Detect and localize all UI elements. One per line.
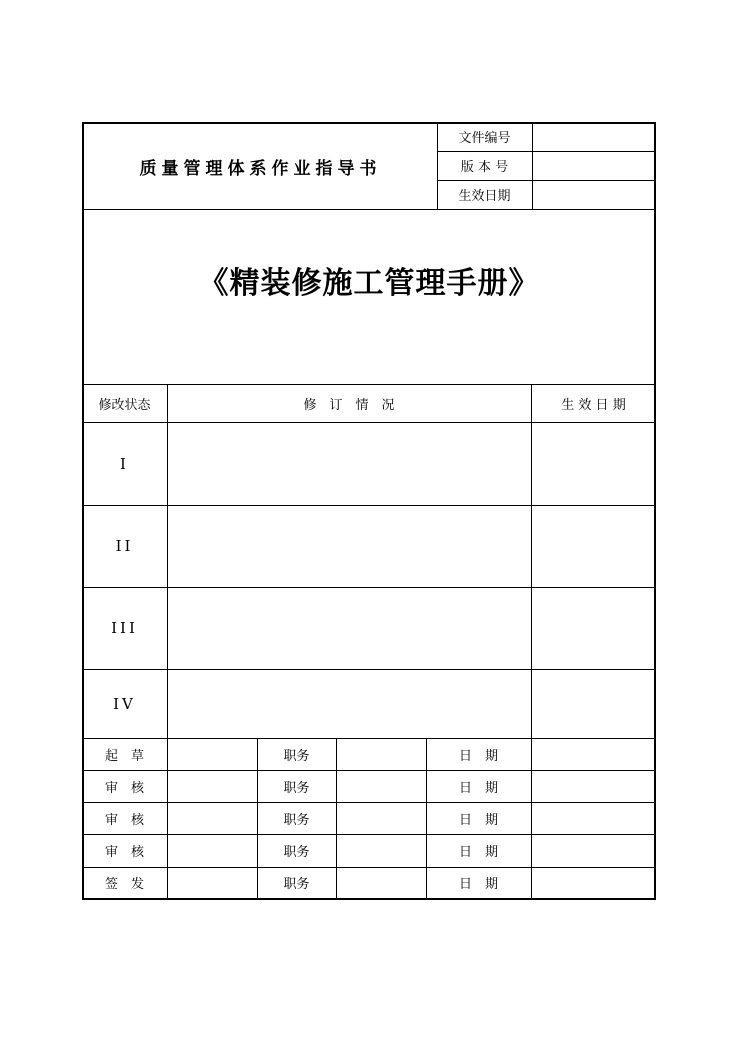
- revision-status: II: [115, 537, 134, 555]
- field-label-version: 版 本 号: [460, 160, 509, 175]
- revision-detail[interactable]: [167, 587, 531, 669]
- field-value-effective-date[interactable]: [532, 180, 656, 209]
- approval-role: 审 核: [104, 780, 144, 796]
- approval-position-label: 职务: [283, 748, 310, 764]
- approval-position[interactable]: [336, 867, 426, 898]
- document-title: 《精装修施工管理手册》: [198, 266, 540, 301]
- approval-date-label: 日 期: [458, 812, 498, 828]
- approval-date-label: 日 期: [458, 748, 498, 764]
- revision-date[interactable]: [531, 669, 656, 738]
- approval-date[interactable]: [531, 834, 656, 867]
- field-value-file-number[interactable]: [532, 122, 656, 151]
- approval-date-label: 日 期: [458, 780, 498, 796]
- approval-name[interactable]: [167, 834, 257, 867]
- approval-position-label: 职务: [283, 845, 310, 860]
- revision-date[interactable]: [531, 505, 656, 587]
- field-value-version[interactable]: [532, 151, 656, 180]
- field-label-file-number: 文件编号: [458, 131, 511, 146]
- revision-detail[interactable]: [167, 505, 531, 587]
- approval-role: 审 核: [104, 845, 144, 860]
- approval-name[interactable]: [167, 802, 257, 834]
- col-header-status: 修改状态: [98, 397, 151, 413]
- manual-series-title: 质量管理体系作业指导书: [139, 159, 382, 179]
- revision-detail[interactable]: [167, 422, 531, 505]
- revision-detail[interactable]: [167, 669, 531, 738]
- revision-date[interactable]: [531, 587, 656, 669]
- approval-date[interactable]: [531, 802, 656, 834]
- rule: [82, 209, 656, 210]
- col-header-date: 生 效 日 期: [561, 397, 626, 413]
- revision-date[interactable]: [531, 422, 656, 505]
- field-label-effective-date: 生效日期: [458, 189, 511, 204]
- approval-role: 审 核: [104, 812, 144, 828]
- approval-position-label: 职务: [283, 877, 310, 892]
- approval-position[interactable]: [336, 802, 426, 834]
- approval-position[interactable]: [336, 834, 426, 867]
- approval-position[interactable]: [336, 738, 426, 770]
- approval-role: 起 草: [104, 748, 144, 764]
- approval-date-label: 日 期: [458, 845, 498, 860]
- approval-name[interactable]: [167, 867, 257, 898]
- approval-position-label: 职务: [283, 780, 310, 796]
- approval-date[interactable]: [531, 867, 656, 898]
- approval-date[interactable]: [531, 738, 656, 770]
- approval-date[interactable]: [531, 770, 656, 802]
- approval-position-label: 职务: [283, 812, 310, 828]
- approval-name[interactable]: [167, 770, 257, 802]
- revision-status: IV: [113, 694, 136, 713]
- col-header-detail: 修 订 情 况: [303, 397, 395, 413]
- revision-status: I: [120, 454, 129, 473]
- approval-date-label: 日 期: [458, 877, 498, 892]
- approval-position[interactable]: [336, 770, 426, 802]
- approval-name[interactable]: [167, 738, 257, 770]
- revision-status: III: [111, 619, 138, 637]
- approval-role: 签 发: [104, 877, 144, 892]
